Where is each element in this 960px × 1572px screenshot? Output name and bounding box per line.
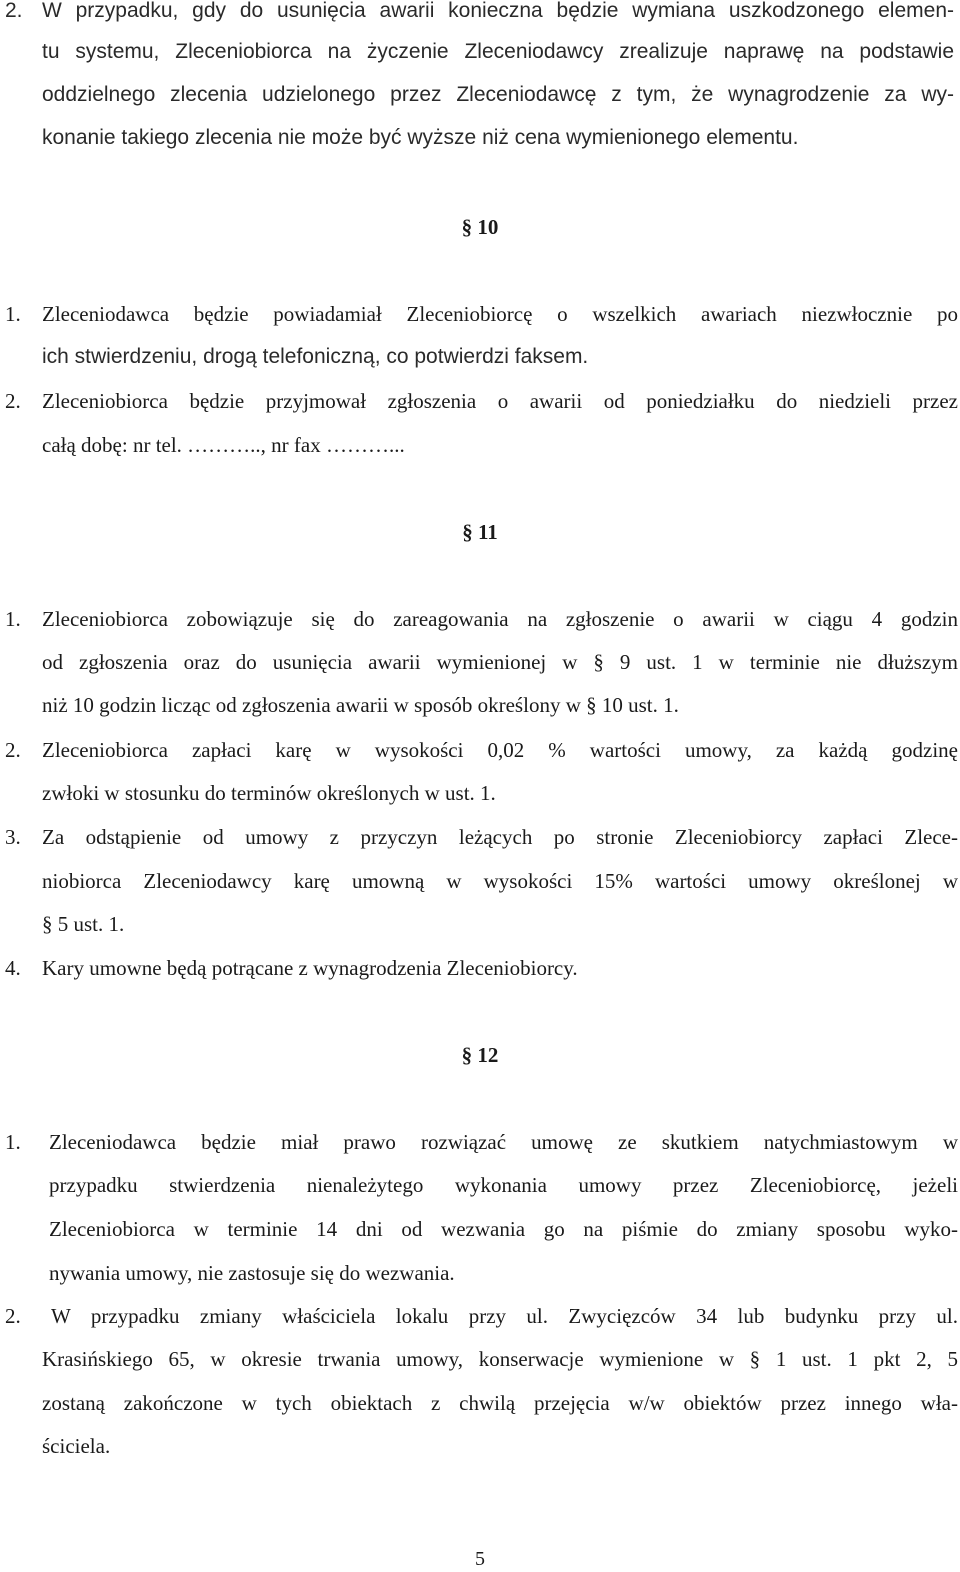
paragraph-line: nywania umowy, nie zastosuje się do wezwania. [49,1261,455,1285]
paragraph-line: Zleceniobiorca w terminie 14 dni od wezwania go na piśmie do zmiany sposobu wyko- [49,1217,958,1241]
paragraph-line: Zleceniodawca będzie powiadamiał Zleceniobiorcę o wszelkich awariach niezwłocznie po [42,302,958,326]
paragraph-line: § 5 ust. 1. [42,912,125,936]
section-heading-10: § 10 [461,215,499,239]
paragraph-line: całą dobę: nr tel. ……….., nr fax ………... [42,433,405,457]
paragraph-line: W przypadku zmiany właściciela lokalu przy ul. Zwycięzców 34 lub budynku przy ul. [51,1304,958,1328]
item-number: 4. [5,956,21,980]
paragraph-line: Zleceniobiorca zapłaci karę w wysokości 0,02 % wartości umowy, za każdą godzinę [42,738,958,762]
item-number: 2. [5,1304,21,1328]
page-number: 5 [475,1548,485,1570]
paragraph-line: Kary umowne będą potrącane z wynagrodzenia Zleceniobiorcy. [42,956,578,980]
section-heading-12: § 12 [461,1043,499,1067]
item-number: 2. [5,389,21,413]
paragraph-line: niobiorca Zleceniodawcy karę umowną w wysokości 15% wartości umowy określonej w [42,869,958,893]
section-heading-11: § 11 [462,520,498,544]
item-number: 3. [5,825,21,849]
paragraph-line: Krasińskiego 65, w okresie trwania umowy, konserwacje wymienione w § 1 ust. 1 pkt 2, 5 [42,1347,958,1371]
paragraph-line: zwłoki w stosunku do terminów określonych w ust. 1. [42,781,496,805]
item-number: 1. [5,607,21,631]
paragraph-line: przypadku stwierdzenia nienależytego wykonania umowy przez Zleceniobiorcę, jeżeli [49,1173,958,1197]
paragraph-line: tu systemu, Zleceniobiorca na życzenie Zleceniodawcy zrealizuje naprawę na podstawie [42,40,954,63]
item-number: 2. [5,738,21,762]
paragraph-line: zostaną zakończone w tych obiektach z chwilą przejęcia w/w obiektów przez innego wła- [42,1391,958,1415]
paragraph-line: Zleceniobiorca zobowiązuje się do zareagowania na zgłoszenie o awarii w ciągu 4 godzin [42,607,958,631]
paragraph-line: Zleceniobiorca będzie przyjmował zgłoszenia o awarii od poniedziałku do niedzieli przez [42,389,958,413]
paragraph-line: oddzielnego zlecenia udzielonego przez Zleceniodawcę z tym, że wynagrodzenie za wy- [42,83,954,106]
paragraph-line: Za odstąpienie od umowy z przyczyn leżących po stronie Zleceniobiorcy zapłaci Zlece- [42,825,958,849]
paragraph-line: ich stwierdzeniu, drogą telefoniczną, co potwierdzi faksem. [42,345,589,368]
paragraph-line: konanie takiego zlecenia nie może być wyższe niż cena wymienionego elementu. [42,126,799,149]
paragraph-line: Zleceniodawca będzie miał prawo rozwiązać umowę ze skutkiem natychmiastowym w [49,1130,958,1154]
item-number: 1. [5,1130,21,1154]
paragraph-line: ściciela. [42,1434,111,1458]
item-number: 1. [5,302,21,326]
paragraph-line: W przypadku, gdy do usunięcia awarii konieczna będzie wymiana uszkodzonego elemen- [42,0,954,22]
paragraph-line: niż 10 godzin licząc od zgłoszenia awarii w sposób określony w § 10 ust. 1. [42,693,679,717]
paragraph-line: od zgłoszenia oraz do usunięcia awarii wymienionej w § 9 ust. 1 w terminie nie dłuższym [42,650,958,674]
item-number: 2. [5,0,23,22]
